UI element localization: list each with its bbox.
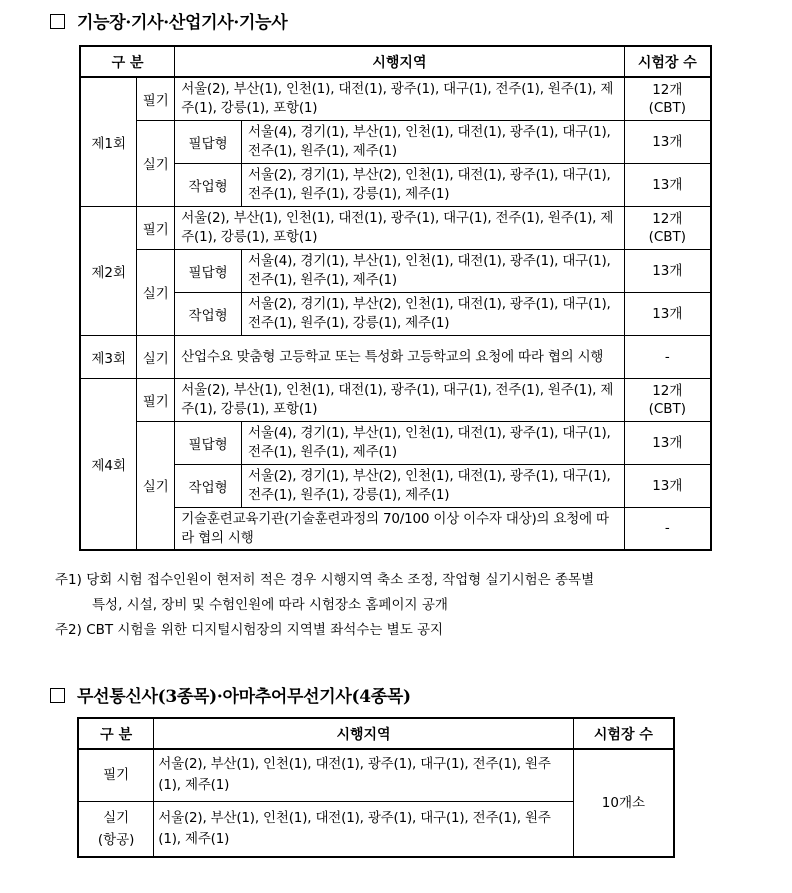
region-cell: 서울(2), 경기(1), 부산(2), 인천(1), 대전(1), 광주(1), 대구(1), 전주(1), 원주(1), 강릉(1), 제주(1) [242,464,625,507]
round-label: 제4회 [80,378,137,550]
table-row [80,464,711,507]
header-region: 시행지역 [175,46,624,77]
written-label: 필기 [78,749,154,801]
table-row [80,206,711,249]
region-cell: 서울(2), 경기(1), 부산(2), 인천(1), 대전(1), 광주(1), 대구(1), 전주(1), 원주(1), 강릉(1), 제주(1) [242,163,625,206]
written-label: 필기 [137,378,175,421]
round-label: 제2회 [80,206,137,335]
checkbox-square-icon [50,14,65,29]
footnotes [55,568,745,643]
region-cell: 서울(4), 경기(1), 부산(1), 인천(1), 대전(1), 광주(1), 대구(1), 전주(1), 원주(1), 제주(1) [242,249,625,292]
count-cell: 13개 [624,421,711,464]
region-cell: 서울(2), 부산(1), 인천(1), 대전(1), 광주(1), 대구(1), 전주(1), 원주(1), 제주(1) [154,749,574,801]
section2-title: 무선통신사(3종목)·아마추어무선기사(4종목) [50,682,411,707]
region-cell: 서울(2), 부산(1), 인천(1), 대전(1), 광주(1), 대구(1), 전주(1), 원주(1), 제주(1), 강릉(1), 포항(1) [175,77,624,120]
note-1-continued: 특성, 시설, 장비 및 수험인원에 따라 시험장소 홈페이지 공개 [92,597,448,613]
exam-region-table [79,45,712,551]
round-label: 제3회 [80,335,137,378]
radio-exam-table [77,717,675,858]
table-row [80,77,711,120]
table-row [80,335,711,378]
practical-label: 실기 [137,249,175,335]
written-label: 필기 [137,77,175,120]
count-cell: 13개 [624,120,711,163]
table-row [80,292,711,335]
header-count: 시험장 수 [573,718,674,749]
header-category: 구 분 [80,46,175,77]
count-cell: 13개 [624,163,711,206]
practical-label: 실기 [137,120,175,206]
section1-title: 기능장·기사·산업기사·기능사 [50,8,287,33]
table-row [80,507,711,550]
work-label: 작업형 [175,163,242,206]
practical-label: 실기 [137,335,175,378]
count-cell: 12개 (CBT) [624,206,711,249]
region-cell: 서울(4), 경기(1), 부산(1), 인천(1), 대전(1), 광주(1), 대구(1), 전주(1), 원주(1), 제주(1) [242,421,625,464]
work-label: 작업형 [175,464,242,507]
table-row [80,120,711,163]
header-count: 시험장 수 [624,46,711,77]
table-header-row [78,718,674,749]
work-label: 작업형 [175,292,242,335]
header-category: 구 분 [78,718,154,749]
count-cell: - [624,335,711,378]
count-cell: 13개 [624,464,711,507]
round-label: 제1회 [80,77,137,206]
region-cell: 산업수요 맞춤형 고등학교 또는 특성화 고등학교의 요청에 따라 협의 시행 [175,335,624,378]
checkbox-square-icon [50,688,65,703]
table-header-row [80,46,711,77]
practical-label: 실기 [137,421,175,550]
region-cell: 서울(2), 부산(1), 인천(1), 대전(1), 광주(1), 대구(1), 전주(1), 원주(1), 제주(1), 강릉(1), 포항(1) [175,206,624,249]
count-cell: 13개 [624,292,711,335]
short-answer-label: 필답형 [175,120,242,163]
table-row [80,378,711,421]
practical-label: 실기 (항공) [78,801,154,857]
table-row [80,163,711,206]
count-cell: 12개 (CBT) [624,378,711,421]
written-label: 필기 [137,206,175,249]
short-answer-label: 필답형 [175,421,242,464]
table-row [80,249,711,292]
region-cell: 서울(2), 부산(1), 인천(1), 대전(1), 광주(1), 대구(1), 전주(1), 원주(1), 제주(1) [154,801,574,857]
region-cell: 기술훈련교육기관(기술훈련과정의 70/100 이상 이수자 대상)의 요청에 따라 협의 시행 [175,507,624,550]
count-cell: 12개 (CBT) [624,77,711,120]
short-answer-label: 필답형 [175,249,242,292]
region-cell: 서울(2), 부산(1), 인천(1), 대전(1), 광주(1), 대구(1), 전주(1), 원주(1), 제주(1), 강릉(1), 포항(1) [175,378,624,421]
table-row [80,421,711,464]
count-cell: 13개 [624,249,711,292]
count-cell: - [624,507,711,550]
region-cell: 서울(4), 경기(1), 부산(1), 인천(1), 대전(1), 광주(1), 대구(1), 전주(1), 원주(1), 제주(1) [242,120,625,163]
note-2: 주2) CBT 시험을 위한 디지털시험장의 지역별 좌석수는 별도 공지 [55,622,444,638]
count-cell: 10개소 [573,749,674,857]
region-cell: 서울(2), 경기(1), 부산(2), 인천(1), 대전(1), 광주(1), 대구(1), 전주(1), 원주(1), 강릉(1), 제주(1) [242,292,625,335]
table-row [78,749,674,801]
header-region: 시행지역 [154,718,574,749]
note-1: 주1) 당회 시험 접수인원이 현저히 적은 경우 시행지역 축소 조정, 작업형 실기시험은 종목별 [55,572,595,588]
